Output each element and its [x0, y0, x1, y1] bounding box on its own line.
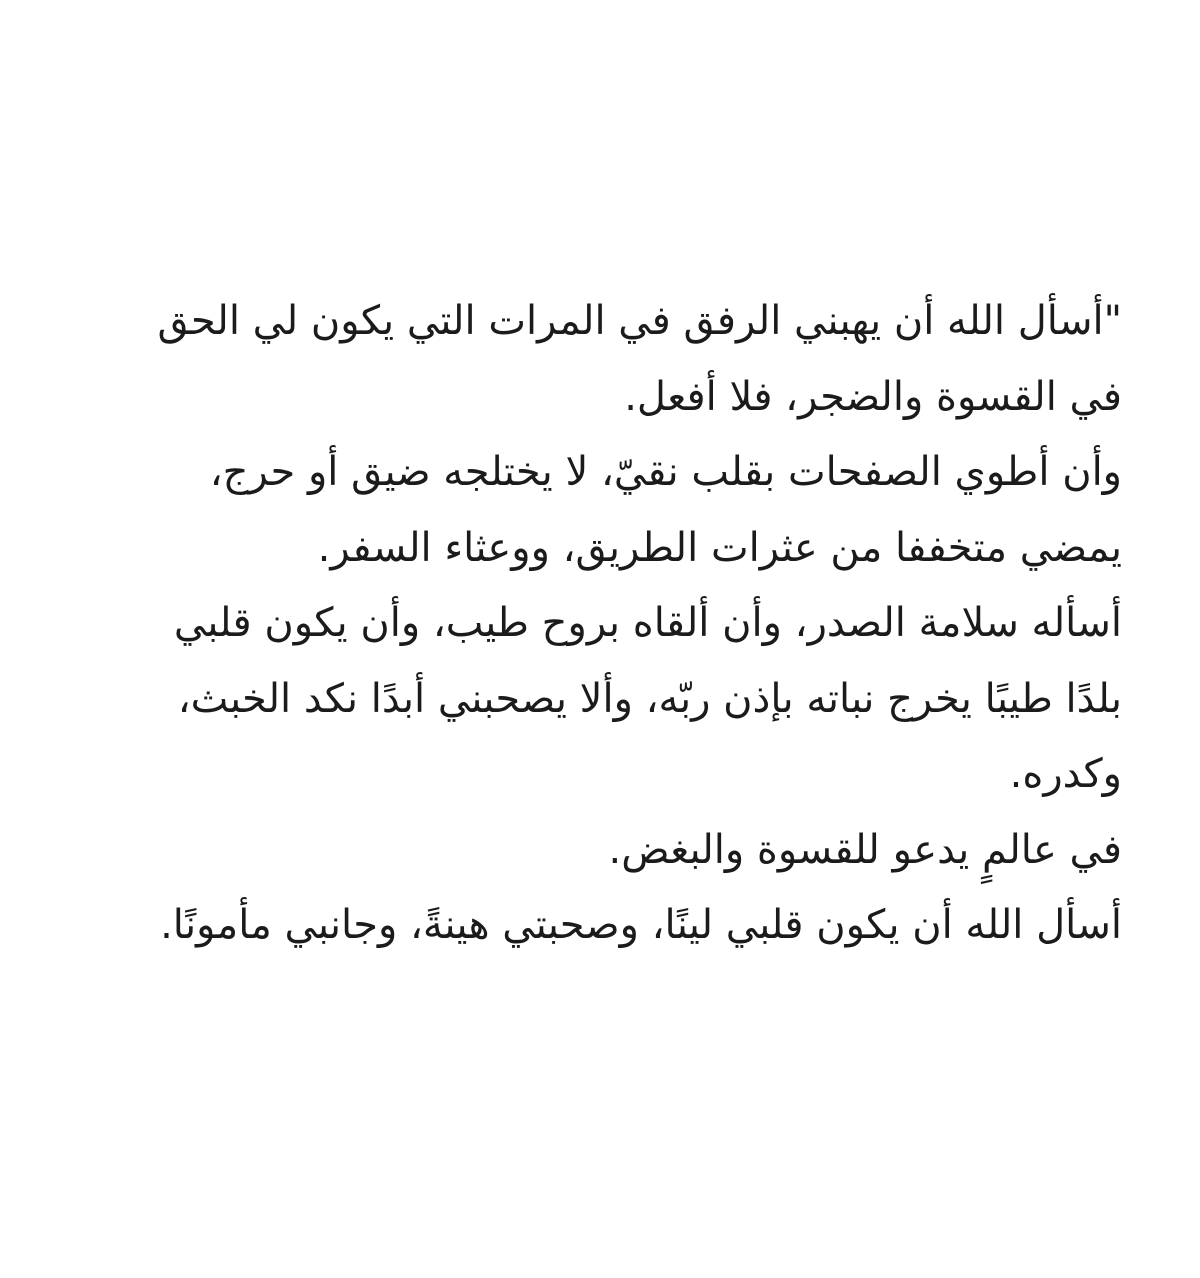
quote-line-3: وأن أطوي الصفحات بقلب نقيّ، لا يختلجه ضيق أو حرج، [209, 449, 1122, 495]
quote-line-5: أسأله سلامة الصدر، وأن ألقاه بروح طيب، وأن يكون قلبي [173, 600, 1122, 646]
quote-line-9: أسأل الله أن يكون قلبي لينًا، وصحبتي هينةً، وجانبي مأمونًا. [160, 902, 1122, 948]
quote-line-6: بلدًا طيبًا يخرج نباته بإذن ربّه، وألا يصحبني أبدًا نكد الخبث، [177, 675, 1122, 722]
quote-line-2: في القسوة والضجر، فلا أفعل. [624, 373, 1122, 420]
quote-text [62, 284, 1122, 964]
quote-line-4: يمضي متخففا من عثرات الطريق، ووعثاء السفر. [317, 524, 1122, 571]
quote-line-8: في عالمٍ يدعو للقسوة والبغض. [608, 826, 1122, 873]
quote-line-1: "أسأل الله أن يهبني الرفق في المرات التي يكون لي الحق [157, 298, 1122, 344]
quote-line-7: وكدره. [1009, 751, 1122, 797]
